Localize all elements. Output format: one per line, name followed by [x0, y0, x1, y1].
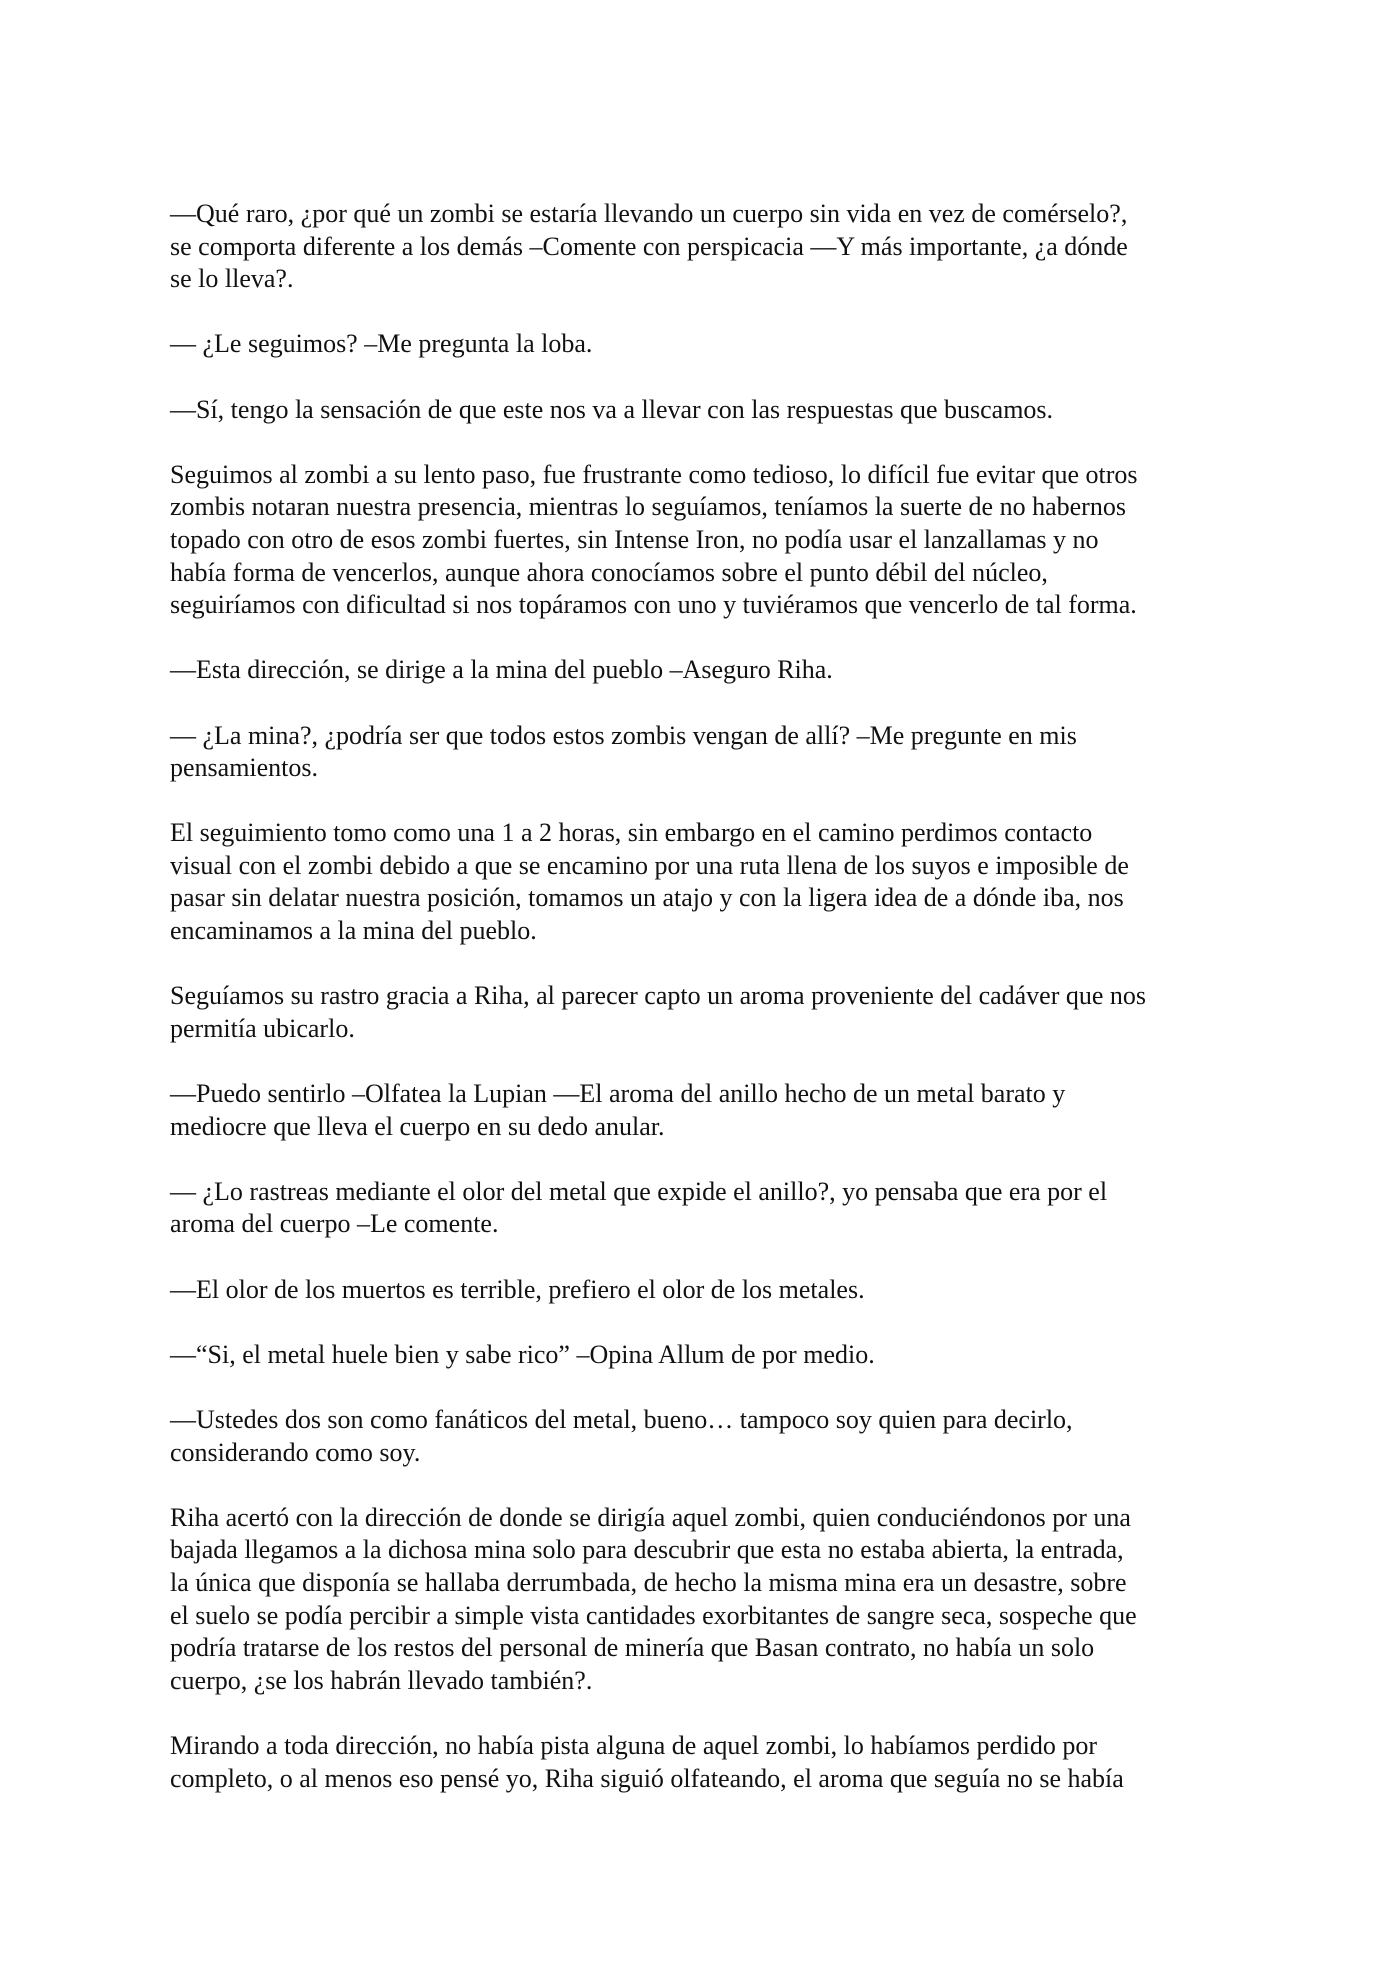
paragraph: —Esta dirección, se dirige a la mina del pueblo –Aseguro Riha.: [170, 655, 833, 685]
paragraph: —Qué raro, ¿por qué un zombi se estaría llevando un cuerpo sin vida en vez de comérselo?, se comporta diferente a los demás –Comente con perspicacia —Y más importante, ¿a dónde se lo lleva?.: [170, 199, 1128, 294]
paragraph: Seguimos al zombi a su lento paso, fue frustrante como tedioso, lo difícil fue evitar que otros zombis notaran nuestra presencia, mientras lo seguíamos, teníamos la suerte de no habernos topado con otro de esos zombi fuertes, sin Intense Iron, no podía usar el lanzallamas y no había forma de vencerlos, aunque ahora conocíamos sobre el punto débil del núcleo, seguiríamos con dificultad si nos topáramos con uno y tuviéramos que vencerlo de tal forma.: [170, 459, 1138, 620]
paragraph: —Puedo sentirlo –Olfatea la Lupian —El aroma del anillo hecho de un metal barato y mediocre que lleva el cuerpo en su dedo anular.: [170, 1079, 1066, 1141]
paragraph: —“Si, el metal huele bien y sabe rico” –Opina Allum de por medio.: [170, 1339, 875, 1369]
paragraph: Mirando a toda dirección, no había pista alguna de aquel zombi, lo habíamos perdido por completo, o al menos eso pensé yo, Riha siguió olfateando, el aroma que seguía no se había: [170, 1730, 1124, 1793]
paragraph: —El olor de los muertos es terrible, prefiero el olor de los metales.: [170, 1274, 865, 1304]
paragraph: El seguimiento tomo como una 1 a 2 horas, sin embargo en el camino perdimos contacto visual con el zombi debido a que se encamino por una ruta llena de los suyos e imposible de pasar sin delatar nuestra posición, tomamos un atajo y con la ligera idea de a dónde iba, nos encaminamos a la mina del pueblo.: [170, 818, 1129, 946]
paragraph: —Ustedes dos son como fanáticos del metal, bueno… tampoco soy quien para decirlo, considerando como soy.: [170, 1404, 1073, 1467]
paragraph: — ¿Lo rastreas mediante el olor del metal que expide el anillo?, yo pensaba que era por el aroma del cuerpo –Le comente.: [170, 1176, 1108, 1239]
paragraph: — ¿Le seguimos? –Me pregunta la loba.: [170, 329, 593, 359]
text-body: [170, 198, 1232, 1828]
paragraph: —Sí, tengo la sensación de que este nos va a llevar con las respuestas que buscamos.: [170, 394, 1054, 424]
paragraph: — ¿La mina?, ¿podría ser que todos estos zombis vengan de allí? –Me pregunte en mis pensamientos.: [170, 720, 1077, 783]
paragraph: Seguíamos su rastro gracia a Riha, al parecer capto un aroma proveniente del cadáver que nos permitía ubicarlo.: [170, 981, 1147, 1043]
paragraph: Riha acertó con la dirección de donde se dirigía aquel zombi, quien conduciéndonos por una bajada llegamos a la dichosa mina solo para descubrir que esta no estaba abierta, la entrada, la única que disponía se hallaba derrumbada, de hecho la misma mina era un desastre, sobre el suelo se podía percibir a simple vista cantidades exorbitantes de sangre seca, sospeche que podría tratarse de los restos del personal de minería que Basan contrato, no había un solo cuerpo, ¿se los habrán llevado también?.: [170, 1502, 1137, 1695]
